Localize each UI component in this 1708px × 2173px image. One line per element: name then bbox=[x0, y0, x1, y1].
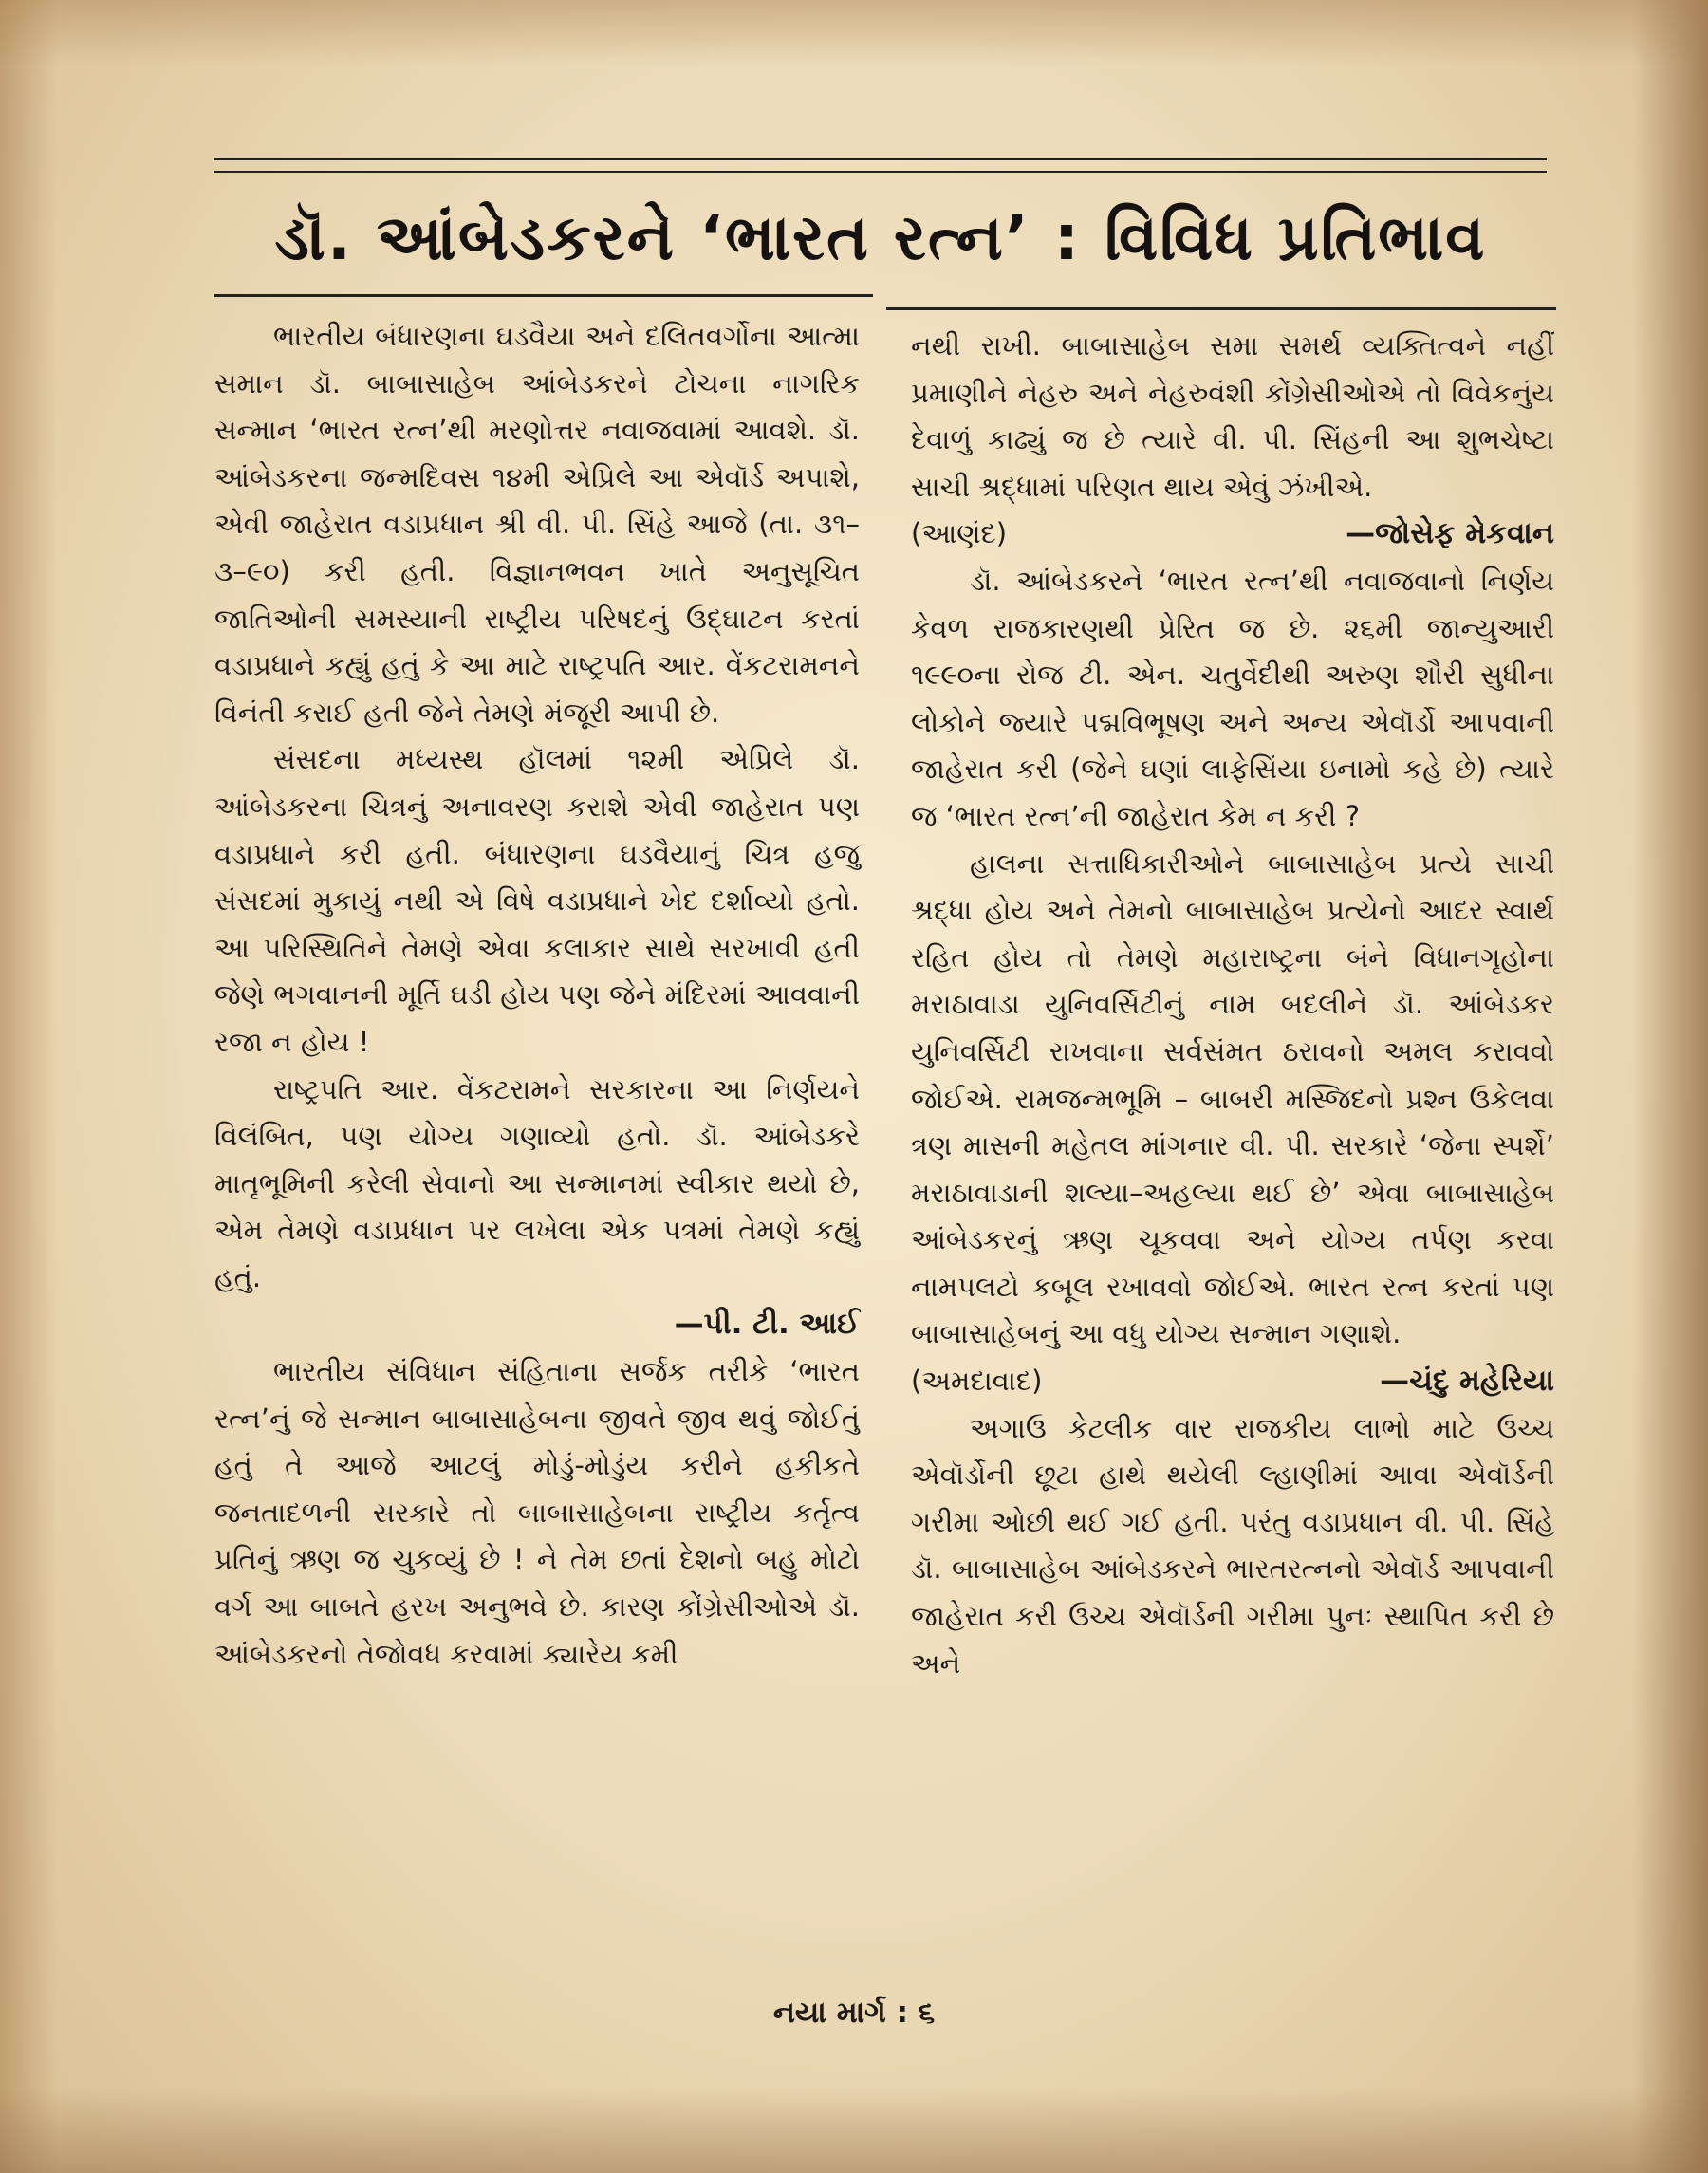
left-paragraph-1: ભારતીય બંધારણના ઘડવૈયા અને દલિતવર્ગોના આત્મા સમાન ડૉ. બાબાસાહેબ આંબેડકરને ટોચના નાગરિક સન્માન ‘ભારત રત્ન’થી મરણોત્તર નવાજવામાં આવશે. ડૉ. આંબેડકરના જન્મદિવસ ૧૪મી એપ્રિલે આ એવૉર્ડ અપાશે, એવી જાહેરાત વડાપ્રધાન શ્રી વી. પી. સિંહે આજે (તા. ૩૧–૩–૯૦) કરી હતી. વિજ્ઞાનભવન ખાતે અનુસૂચિત જાતિઓની સમસ્યાની રાષ્ટ્રીય પરિષદનું ઉદ્‌ઘાટન કરતાં વડાપ્રધાને કહ્યું હતું કે આ માટે રાષ્ટ્રપતિ આર. વેંકટરામનને વિનંતી કરાઈ હતી જેને તેમણે મંજૂરી આપી છે. bbox=[214, 320, 860, 729]
left-column bbox=[214, 313, 860, 1678]
page-shadow-top bbox=[0, 0, 1708, 66]
signature-place-1: (આણંદ) bbox=[911, 517, 1008, 550]
left-paragraph-3: રાષ્ટ્રપતિ આર. વેંકટરામને સરકારના આ નિર્ણયને વિલંબિત, પણ યોગ્ય ગણાવ્યો હતો. ડૉ. આંબેડકરે માતૃભૂમિની કરેલી સેવાનો આ સન્માનમાં સ્વીકાર થયો છે, એમ તેમણે વડાપ્રધાન પર લખેલા એક પત્રમાં તેમણે કહ્યું હતું. bbox=[214, 1072, 860, 1293]
headline-rule-top bbox=[214, 158, 1547, 160]
page-shadow-right bbox=[1632, 0, 1708, 2173]
right-paragraph-2: ડૉ. આંબેડકરને ‘ભારત રત્ન’થી નવાજવાનો નિર્ણય કેવળ રાજકારણથી પ્રેરિત જ છે. ૨૬મી જાન્યુઆરી ૧૯૯૦ના રોજ ટી. એન. ચતુર્વેદીથી અરુણ શૌરી સુધીના લોકોને જ્યારે પદ્મવિભૂષણ અને અન્ય એવૉર્ડો આપવાની જાહેરાત કરી (જેને ઘણાં લાફેસિંયા ઇનામો કહે છે) ત્યારે જ ‘ભારત રત્ન’ની જાહેરાત કેમ ન કરી ? bbox=[911, 564, 1554, 832]
left-paragraph-2: સંસદના મધ્યસ્થ હૉલમાં ૧૨મી એપ્રિલે ડૉ. આંબેડકરના ચિત્રનું અનાવરણ કરાશે એવી જાહેરાત પણ વડાપ્રધાને કરી હતી. બંધારણના ઘડવૈયાનું ચિત્ર હજુ સંસદમાં મુકાયું નથી એ વિષે વડાપ્રધાને ખેદ દર્શાવ્યો હતો. આ પરિસ્થિતિને તેમણે એવા કલાકાર સાથે સરખાવી હતી જેણે ભગવાનની મૂર્તિ ઘડી હોય પણ જેને મંદિરમાં આવવાની રજા ન હોય ! bbox=[214, 743, 860, 1058]
right-column-rule bbox=[886, 307, 1556, 310]
right-paragraph-1: નથી રાખી. બાબાસાહેબ સમા સમર્થ વ્યક્તિત્વને નહીં પ્રમાણીને નેહરુ અને નેહરુવંશી કોંગ્રેસીઓએ તો વિવેકનુંય દેવાળું કાઢ્યું જ છે ત્યારે વી. પી. સિંહની આ શુભચેષ્ટા સાચી શ્રદ્ધામાં પરિણત થાય એવું ઝંખીએ. bbox=[911, 329, 1554, 503]
page-shadow-left bbox=[0, 0, 57, 2173]
right-column bbox=[911, 323, 1554, 1687]
page-shadow-bottom bbox=[0, 2088, 1708, 2173]
pti-credit: —પી. ટી. આઈ bbox=[674, 1307, 860, 1342]
signature-name-1: —જોસેફ મેકવાન bbox=[1346, 516, 1554, 551]
headline-rule-top-thin bbox=[214, 171, 1547, 173]
right-paragraph-3: હાલના સત્તાધિકારીઓને બાબાસાહેબ પ્રત્યે સાચી શ્રદ્ધા હોય અને તેમનો બાબાસાહેબ પ્રત્યેનો આદર સ્વાર્થ રહિત હોય તો તેમણે મહારાષ્ટ્રના બંને વિધાનગૃહોના મરાઠાવાડા યુનિવર્સિટીનું નામ બદલીને ડૉ. આંબેડકર યુનિવર્સિટી રાખવાના સર્વસંમત ઠરાવનો અમલ કરાવવો જોઈએ. રામજન્મભૂમિ – બાબરી મસ્જિદનો પ્રશ્ન ઉકેલવા ત્રણ માસની મહેતલ માંગનાર વી. પી. સરકારે ‘જેના સ્પર્શે’ મરાઠાવાડાની શલ્યા–અહલ્યા થઈ છે’ એવા બાબાસાહેબ આંબેડકરનું ઋણ ચૂકવવા અને યોગ્ય તર્પણ કરવા નામપલટો કબૂલ રખાવવો જોઈએ. ભારત રત્ન કરતાં પણ બાબાસાહેબનું આ વધુ યોગ્ય સન્માન ગણાશે. bbox=[911, 846, 1554, 1350]
left-column-rule bbox=[214, 294, 873, 297]
signature-place-2: (અમદાવાદ) bbox=[911, 1365, 1043, 1398]
signature-row-1 bbox=[911, 511, 1554, 558]
article-headline: ડૉ. આંબેડકરને ‘ભારત રત્ન’ : વિવિધ પ્રતિભાવ bbox=[274, 201, 1487, 274]
left-paragraph-4: ભારતીય સંવિધાન સંહિતાના સર્જક તરીકે ‘ભારત રત્ન’નું જે સન્માન બાબાસાહેબના જીવતે જીવ થવું જોઈતું હતું તે આજે આટલું મોડું-મોડુંય કરીને હકીકતે જનતાદળની સરકારે તો બાબાસાહેબના રાષ્ટ્રીય કર્તૃત્વ પ્રતિનું ઋણ જ ચુકવ્યું છે ! ને તેમ છતાં દેશનો બહુ મોટો વર્ગ આ બાબતે હરખ અનુભવે છે. કારણ કોંગ્રેસીઓએ ડૉ. આંબેડકરનો તેજોવધ કરવામાં ક્યારેય કમી bbox=[214, 1355, 860, 1670]
signature-name-2: —ચંદુ મહેરિયા bbox=[1380, 1364, 1554, 1399]
signature-row-2 bbox=[911, 1358, 1554, 1405]
page-footer: નયા માર્ગ : ૬ bbox=[772, 1996, 936, 2030]
right-paragraph-4: અગાઉ કેટલીક વાર રાજકીય લાભો માટે ઉચ્ચ એવૉર્ડોની છૂટા હાથે થયેલી લ્હાણીમાં આવા એવૉર્ડની ગરીમા ઓછી થઈ ગઈ હતી. પરંતુ વડાપ્રધાન વી. પી. સિંહે ડૉ. બાબાસાહેબ આંબેડકરને ભારતરત્નનો એવૉર્ડ આપવાની જાહેરાત કરી ઉચ્ચ એવૉર્ડની ગરીમા પુનઃ સ્થાપિત કરી છે અને bbox=[911, 1411, 1554, 1680]
